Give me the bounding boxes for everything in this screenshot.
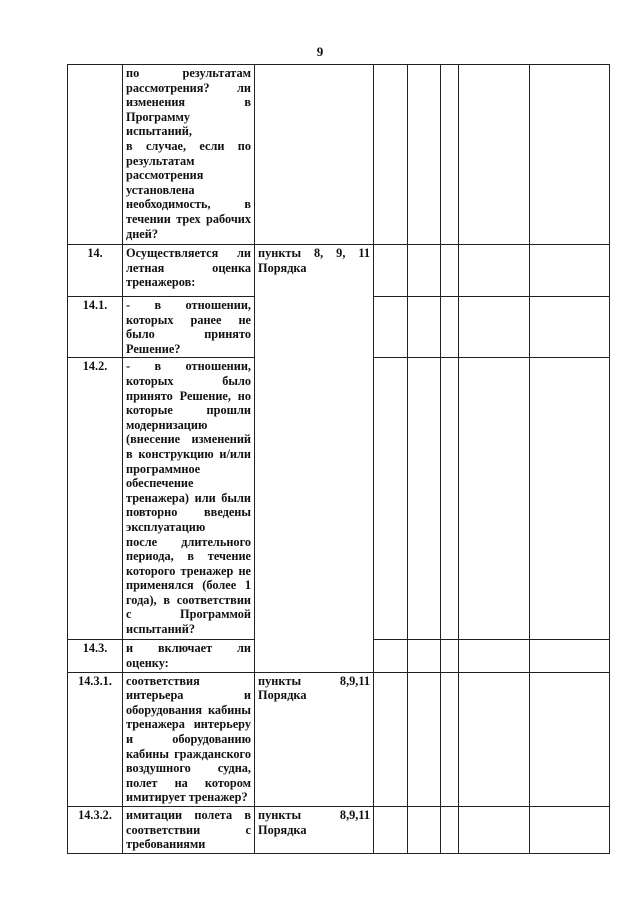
empty-cell — [374, 672, 408, 806]
question-line: по результатам — [126, 66, 251, 80]
empty-cell — [530, 65, 610, 245]
question-cell — [123, 672, 255, 806]
question-line: дней? — [126, 226, 158, 241]
question-line: обеспечение — [126, 476, 194, 491]
empty-cell — [374, 806, 408, 853]
question-line: эксплуатацию — [126, 519, 206, 534]
question-line: модернизацию — [126, 417, 208, 432]
question-line: в случае, если по — [126, 138, 251, 153]
reference-line: Порядка — [258, 688, 307, 703]
table-row — [68, 65, 610, 245]
table-row — [68, 245, 610, 297]
question-line: (внесение изменений — [126, 432, 251, 447]
question-line: Осуществляется ли — [126, 246, 251, 260]
question-line: тренажеров: — [126, 275, 196, 290]
question-line: летная оценка — [126, 260, 251, 275]
empty-cell — [408, 245, 441, 297]
question-cell — [123, 297, 255, 358]
question-line: с Программой — [126, 607, 251, 622]
reference-line: пункты 8,9,11 — [258, 807, 370, 822]
empty-cell — [441, 640, 459, 672]
question-line: рассмотрения? ли — [126, 80, 251, 95]
question-line: воздушного судна, — [126, 761, 251, 776]
question-line: Решение? — [126, 341, 181, 356]
empty-cell — [530, 245, 610, 297]
empty-cell — [408, 672, 441, 806]
empty-cell — [459, 297, 530, 358]
question-line: имитирует тренажер? — [126, 790, 248, 805]
question-line: повторно введены — [126, 505, 251, 520]
question-line: которых было — [126, 373, 251, 388]
question-line: результатам — [126, 153, 195, 168]
question-line: течении трех рабочих — [126, 211, 251, 226]
empty-cell — [374, 65, 408, 245]
empty-cell — [441, 358, 459, 640]
question-line: программное — [126, 461, 201, 476]
table-row — [68, 672, 610, 806]
reference-cell — [255, 245, 374, 673]
question-line: полет на котором — [126, 775, 251, 790]
question-line: необходимость, в — [126, 197, 251, 212]
empty-cell — [530, 672, 610, 806]
reference-line: Порядка — [258, 822, 307, 837]
reference-cell — [255, 806, 374, 853]
question-line: принято Решение, но — [126, 388, 251, 403]
empty-cell — [530, 297, 610, 358]
question-line: изменения в — [126, 95, 251, 110]
empty-cell — [441, 672, 459, 806]
question-line: и оборудованию — [126, 731, 251, 746]
row-number: 14.3.1. — [68, 672, 123, 806]
empty-cell — [408, 806, 441, 853]
question-line: которого тренажер не — [126, 563, 251, 578]
question-line: имитации полета в — [126, 807, 251, 822]
question-line: применялся (более 1 — [126, 578, 251, 593]
question-line: кабины гражданского — [126, 746, 251, 761]
empty-cell — [459, 640, 530, 672]
question-line: тренажера) или были — [126, 490, 251, 505]
reference-cell — [255, 65, 374, 245]
question-cell — [123, 358, 255, 640]
row-number: 14.2. — [68, 358, 123, 640]
checklist-table — [67, 64, 610, 854]
row-number: 14.3.2. — [68, 806, 123, 853]
empty-cell — [459, 672, 530, 806]
empty-cell — [459, 245, 530, 297]
question-line: Программу — [126, 109, 191, 124]
empty-cell — [441, 297, 459, 358]
question-line: требованиями — [126, 837, 206, 852]
reference-line: пункты 8, 9, 11 — [258, 246, 370, 260]
question-line: испытаний? — [126, 622, 195, 637]
question-line: которых ранее не — [126, 312, 251, 327]
row-number: 14.3. — [68, 640, 123, 672]
question-line: рассмотрения — [126, 168, 204, 183]
question-line: которые прошли — [126, 403, 251, 418]
empty-cell — [374, 640, 408, 672]
empty-cell — [408, 640, 441, 672]
empty-cell — [530, 358, 610, 640]
question-cell — [123, 65, 255, 245]
empty-cell — [408, 358, 441, 640]
question-line: было принято — [126, 327, 251, 342]
question-line: оборудования кабины — [126, 702, 251, 717]
question-cell — [123, 806, 255, 853]
question-cell — [123, 245, 255, 297]
question-line: испытаний, — [126, 124, 192, 139]
empty-cell — [441, 245, 459, 297]
question-line: после длительного — [126, 534, 251, 549]
row-number — [68, 65, 123, 245]
reference-cell — [255, 672, 374, 806]
question-line: периода, в течение — [126, 549, 251, 564]
empty-cell — [374, 297, 408, 358]
empty-cell — [530, 806, 610, 853]
question-line: оценку: — [126, 655, 169, 670]
question-line: установлена — [126, 182, 195, 197]
row-number: 14. — [68, 245, 123, 297]
question-line: интерьера и — [126, 688, 251, 703]
empty-cell — [459, 806, 530, 853]
reference-line: пункты 8,9,11 — [258, 673, 370, 688]
empty-cell — [459, 358, 530, 640]
question-line: соответствия — [126, 673, 200, 688]
question-line: тренажера интерьеру — [126, 717, 251, 732]
question-cell — [123, 640, 255, 672]
question-line: - в отношении, — [126, 298, 251, 312]
empty-cell — [408, 65, 441, 245]
table-row — [68, 806, 610, 853]
question-line: - в отношении, — [126, 359, 251, 374]
page-number: 9 — [316, 44, 324, 59]
row-number: 14.1. — [68, 297, 123, 358]
empty-cell — [530, 640, 610, 672]
empty-cell — [459, 65, 530, 245]
empty-cell — [441, 806, 459, 853]
empty-cell — [374, 358, 408, 640]
reference-line: Порядка — [258, 260, 307, 275]
question-line: в конструкцию и/или — [126, 446, 251, 461]
question-line: и включает ли — [126, 641, 251, 656]
empty-cell — [408, 297, 441, 358]
question-line: года), в соответствии — [126, 592, 251, 607]
question-line: соответствии с — [126, 822, 251, 837]
empty-cell — [374, 245, 408, 297]
empty-cell — [441, 65, 459, 245]
